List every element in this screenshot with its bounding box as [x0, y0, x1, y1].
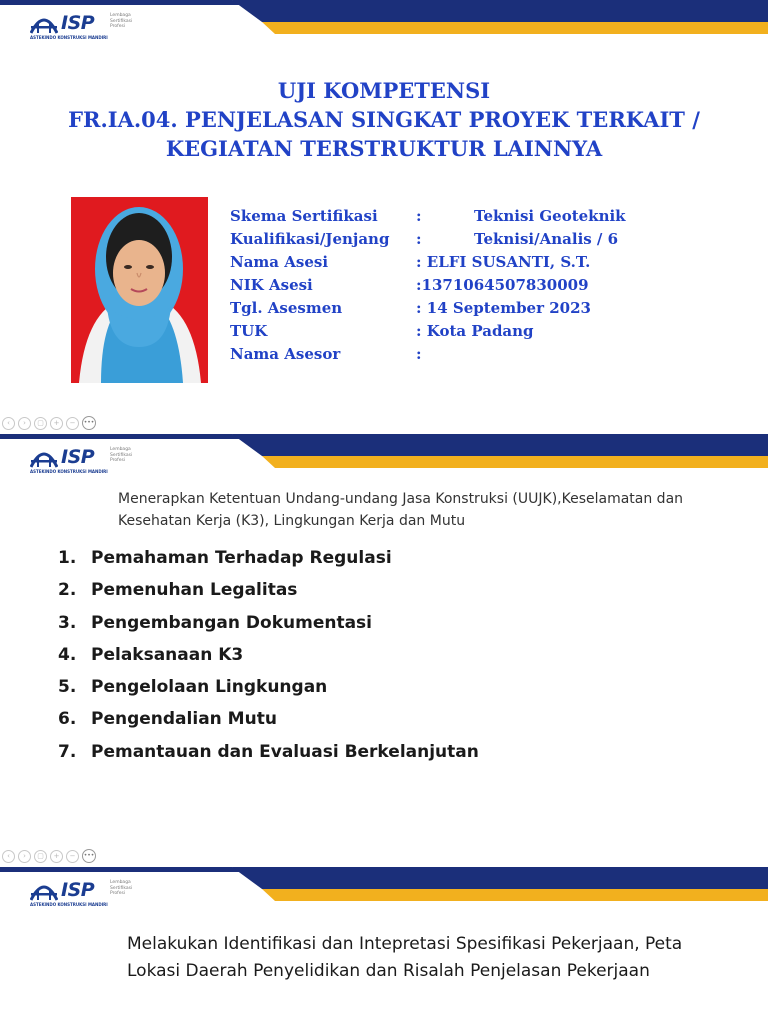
logo-org: ASTEKINDO KONSTRUKSI MANDIRI	[30, 35, 108, 40]
zoom-in-icon[interactable]: +	[50, 850, 63, 863]
logo-org: ASTEKINDO KONSTRUKSI MANDIRI	[30, 902, 108, 907]
slide-2: ISP Lembaga Sertifikasi Profesi ASTEKINDO KONSTRUKSI MANDIRI Menerapkan Ketentuan Undang-undang Jasa Konstruksi (UUJK),Keselamatan dan Kesehatan Kerja (K3), Lingkungan Kerja dan Mutu 1. Pemahaman Terhadap Regulasi 2. Pemenuhan Legalitas 3. Pengembangan Dokumentasi 4. Pelaksanaan K3 5. Pengelolaan Lingkungan 6. Pengendalian Mutu 7. Pemantauan dan Evaluasi Berkelanjutan	[0, 434, 768, 834]
back-icon[interactable]: ‹	[2, 417, 15, 430]
forward-icon[interactable]: ›	[18, 417, 31, 430]
slide-intro: Menerapkan Ketentuan Undang-undang Jasa Konstruksi (UUJK),Keselamatan dan Kesehatan Kerja (K3), Lingkungan Kerja dan Mutu	[118, 491, 684, 529]
title-line: UJI KOMPETENSI	[277, 78, 491, 103]
zoom-out-icon[interactable]: −	[66, 417, 79, 430]
bridge-logo-icon	[30, 878, 58, 902]
page-title	[0, 76, 768, 163]
logo-text: ISP	[61, 12, 95, 34]
slide-1	[0, 0, 768, 410]
info-colon: :	[416, 345, 422, 363]
forward-icon[interactable]: ›	[18, 850, 31, 863]
zoom-out-icon[interactable]: −	[66, 850, 79, 863]
more-icon[interactable]: •••	[82, 849, 96, 863]
info-label: TUK	[230, 322, 268, 340]
viewer-toolbar	[2, 848, 96, 864]
info-label: Skema Sertifikasi	[230, 207, 378, 225]
info-label: Tgl. Asesmen	[230, 299, 343, 317]
title-line: KEGIATAN TERSTRUKTUR LAINNYA	[165, 136, 603, 161]
isp-logo	[30, 11, 140, 41]
slide-intro: Melakukan Identifikasi dan Intepretasi Spesifikasi Pekerjaan, Peta Lokasi Daerah Penyelidikan dan Risalah Penjelasan Pekerjaan	[127, 934, 683, 981]
logo-subtitle: Lembaga Sertifikasi Profesi	[110, 880, 133, 896]
person-photo-icon	[71, 197, 208, 383]
bridge-logo-icon	[30, 11, 58, 35]
info-label: NIK Asesi	[230, 276, 313, 294]
info-label: Kualifikasi/Jenjang	[230, 230, 390, 248]
info-label: Nama Asesi	[230, 253, 329, 271]
logo-subtitle: Lembaga Sertifikasi Profesi	[110, 447, 133, 463]
info-colon: :	[416, 207, 422, 225]
info-value: : Kota Padang	[416, 322, 534, 340]
info-value: : 14 September 2023	[416, 299, 591, 317]
more-icon[interactable]: •••	[82, 416, 96, 430]
logo-org: ASTEKINDO KONSTRUKSI MANDIRI	[30, 469, 108, 474]
info-label: Nama Asesor	[230, 345, 341, 363]
isp-logo	[30, 445, 140, 475]
zoom-in-icon[interactable]: +	[50, 417, 63, 430]
title-line: FR.IA.04. PENJELASAN SINGKAT PROYEK TERKAIT /	[68, 107, 700, 132]
info-value: : ELFI SUSANTI, S.T.	[416, 253, 591, 271]
info-colon: :	[416, 230, 422, 248]
info-value: Teknisi/Analis / 6	[474, 230, 619, 248]
viewer-toolbar	[2, 415, 96, 431]
logo-text: ISP	[61, 879, 95, 901]
info-value: :1371064507830009	[416, 276, 589, 294]
logo-subtitle: Lembaga Sertifikasi Profesi	[110, 13, 133, 29]
slide-3	[0, 867, 768, 1024]
copy-icon[interactable]: ▢	[34, 850, 47, 863]
copy-icon[interactable]: ▢	[34, 417, 47, 430]
info-value: Teknisi Geoteknik	[474, 207, 626, 225]
bridge-logo-icon	[30, 445, 58, 469]
back-icon[interactable]: ‹	[2, 850, 15, 863]
isp-logo	[30, 878, 140, 908]
logo-text: ISP	[61, 446, 95, 468]
